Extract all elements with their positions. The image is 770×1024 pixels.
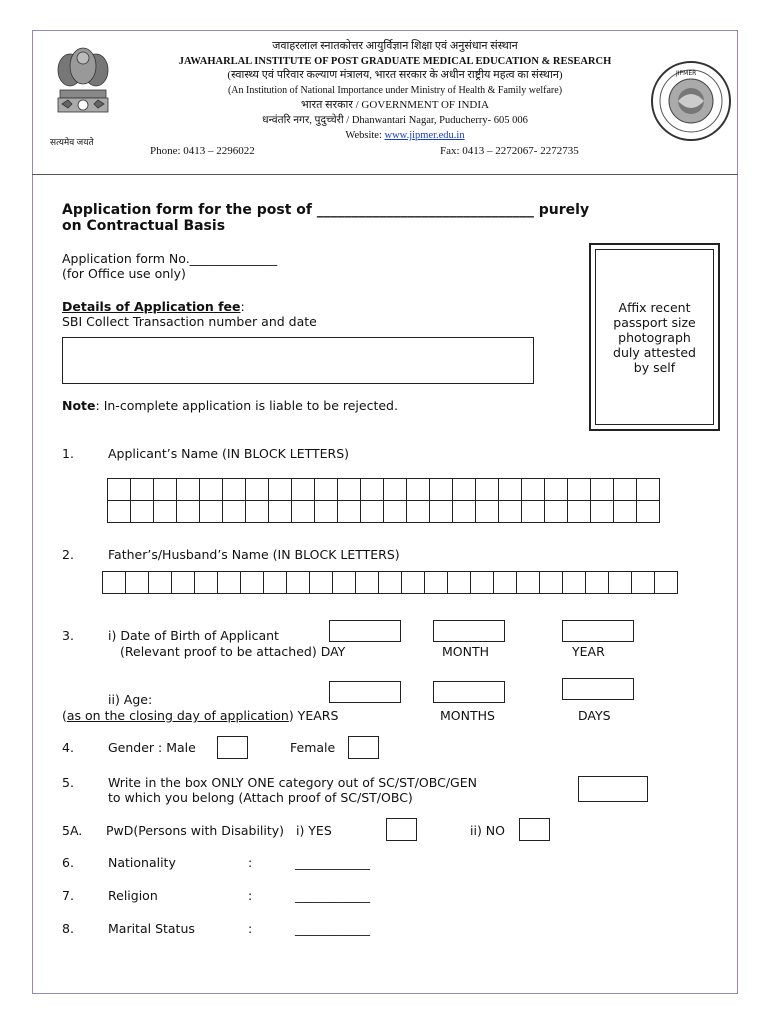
letter-cell[interactable] (470, 571, 494, 594)
q5a-label: PwD(Persons with Disability) i) YES (106, 823, 332, 838)
letter-cell[interactable] (245, 478, 269, 501)
letter-cell[interactable] (176, 478, 200, 501)
q3ii-years-label: ) YEARS (288, 708, 339, 723)
q6-label: Nationality (108, 855, 176, 870)
category-field[interactable] (578, 776, 648, 802)
dob-month-field[interactable] (433, 620, 505, 642)
fee-heading (62, 299, 245, 314)
q8-colon: : (248, 921, 253, 936)
pwd-no-label: ii) NO (470, 823, 505, 838)
government-line: भारत सरकार / GOVERNMENT OF INDIA (301, 99, 489, 111)
letter-cell[interactable] (452, 500, 476, 523)
q7-number: 7. (62, 888, 74, 903)
q8-label: Marital Status (108, 921, 195, 936)
letter-cell[interactable] (516, 571, 540, 594)
letter-cell[interactable] (360, 500, 384, 523)
letter-cell[interactable] (493, 571, 517, 594)
religion-field[interactable]: ____________ (295, 888, 370, 903)
letter-cell[interactable] (585, 571, 609, 594)
note-label: Note (62, 398, 96, 413)
letter-cell[interactable] (613, 500, 637, 523)
fee-heading-text: Details of Application fee (62, 299, 241, 314)
photo-line: Affix recent (618, 299, 691, 315)
letter-cell[interactable] (590, 500, 614, 523)
letter-cell[interactable] (222, 500, 246, 523)
age-days-label: DAYS (578, 708, 611, 723)
q3-number: 3. (62, 628, 74, 643)
note-line (62, 398, 398, 413)
q5-line1: Write in the box ONLY ONE category out of SC/ST/OBC/GEN (108, 775, 477, 790)
institute-name-hindi: जवाहरलाल स्नातकोत्तर आयुर्विज्ञान शिक्षा एवं अनुसंधान संस्थान (272, 40, 518, 52)
letter-row (102, 571, 677, 593)
fee-subheading: SBI Collect Transaction number and date (62, 314, 317, 329)
letter-cell[interactable] (222, 478, 246, 501)
q3ii-line2 (62, 708, 338, 723)
letter-cell[interactable] (337, 500, 361, 523)
ministry-hindi: (स्वास्थ्य एवं परिवार कल्याण मंत्रालय, भारत सरकार के अधीन राष्ट्रीय महत्व का संस्थान) (227, 69, 563, 81)
letter-cell[interactable] (107, 500, 131, 523)
q2-label: Father’s/Husband’s Name (IN BLOCK LETTERS) (108, 547, 400, 562)
form-title-line2: on Contractual Basis (62, 218, 226, 234)
address-line: धन्वंतरि नगर, पुदुच्चेरी / Dhanwantari Nagar, Puducherry- 605 006 (262, 115, 528, 126)
father-name-grid[interactable] (102, 571, 677, 593)
photo-line: duly attested (613, 344, 696, 360)
letter-cell[interactable] (291, 500, 315, 523)
q6-number: 6. (62, 855, 74, 870)
q1-number: 1. (62, 446, 74, 461)
transaction-field[interactable] (62, 337, 534, 384)
letter-cell[interactable] (475, 500, 499, 523)
letter-cell[interactable] (401, 571, 425, 594)
gender-female-label: Female (290, 740, 336, 755)
letter-cell[interactable] (309, 571, 333, 594)
office-use-note: (for Office use only) (62, 266, 186, 281)
applicant-name-grid[interactable] (107, 478, 659, 522)
q2-number: 2. (62, 547, 74, 562)
pwd-yes-box[interactable] (386, 818, 417, 841)
letter-cell[interactable] (613, 478, 637, 501)
letter-cell[interactable] (636, 478, 660, 501)
letter-cell[interactable] (314, 478, 338, 501)
letter-cell[interactable] (521, 478, 545, 501)
emblem-motto: सत्यमेव जयते (50, 137, 94, 147)
letter-row (107, 478, 659, 500)
photo-line: by self (633, 359, 676, 375)
letter-cell[interactable] (130, 478, 154, 501)
letter-cell[interactable] (424, 571, 448, 594)
letter-cell[interactable] (631, 571, 655, 594)
q7-colon: : (248, 888, 253, 903)
seal-text: JIPMER (676, 70, 697, 77)
letter-cell[interactable] (291, 478, 315, 501)
letter-cell[interactable] (263, 571, 287, 594)
letter-cell[interactable] (171, 571, 195, 594)
age-months-field[interactable] (433, 681, 505, 703)
letter-row (107, 500, 659, 522)
letter-cell[interactable] (429, 500, 453, 523)
q3ii-closing-day: as on the closing day of application (66, 708, 289, 723)
letter-cell[interactable] (562, 571, 586, 594)
fee-heading-colon: : (240, 299, 245, 314)
letter-cell[interactable] (406, 500, 430, 523)
letter-cell[interactable] (452, 478, 476, 501)
photo-instructions (595, 249, 714, 425)
dob-month-label: MONTH (442, 644, 490, 659)
header-divider (32, 174, 738, 175)
letter-cell[interactable] (268, 500, 292, 523)
age-years-field[interactable] (329, 681, 401, 703)
letter-cell[interactable] (590, 478, 614, 501)
letter-cell[interactable] (475, 478, 499, 501)
q4-number: 4. (62, 740, 74, 755)
letter-cell[interactable] (654, 571, 678, 594)
q5a-number: 5A. (62, 823, 83, 838)
gender-female-box[interactable] (348, 736, 379, 759)
gender-male-box[interactable] (217, 736, 248, 759)
photo-line: photograph (618, 329, 691, 345)
letter-cell[interactable] (355, 571, 379, 594)
q5-line2: to which you belong (Attach proof of SC/ST/OBC) (108, 790, 413, 805)
letter-cell[interactable] (102, 571, 126, 594)
letter-cell[interactable] (332, 571, 356, 594)
letter-cell[interactable] (544, 500, 568, 523)
form-title-line1: Application form for the post of _______________________________ purely (62, 202, 590, 218)
jipmer-seal-logo (650, 60, 732, 142)
photo-box[interactable] (589, 243, 720, 431)
website-label: Website: (345, 130, 385, 141)
letter-cell[interactable] (360, 478, 384, 501)
letter-cell[interactable] (107, 478, 131, 501)
letter-cell[interactable] (636, 500, 660, 523)
letter-cell[interactable] (286, 571, 310, 594)
letter-cell[interactable] (378, 571, 402, 594)
q8-number: 8. (62, 921, 74, 936)
ministry-english: (An Institution of National Importance under Ministry of Health & Family welfare) (227, 85, 563, 96)
website-link[interactable]: www.jipmer.edu.in (384, 130, 465, 141)
q3-line1: i) Date of Birth of Applicant (108, 628, 279, 643)
dob-year-field[interactable] (562, 620, 634, 642)
note-text: : In-complete application is liable to be rejected. (95, 398, 398, 413)
letter-cell[interactable] (245, 500, 269, 523)
age-days-field[interactable] (562, 678, 634, 700)
photo-line: passport size (613, 314, 696, 330)
age-months-label: MONTHS (440, 708, 495, 723)
letter-cell[interactable] (447, 571, 471, 594)
letter-cell[interactable] (194, 571, 218, 594)
letter-cell[interactable] (406, 478, 430, 501)
letter-cell[interactable] (153, 500, 177, 523)
pwd-no-box[interactable] (519, 818, 550, 841)
letter-cell[interactable] (383, 478, 407, 501)
dob-day-field[interactable] (329, 620, 401, 642)
letter-cell[interactable] (240, 571, 264, 594)
q7-label: Religion (108, 888, 158, 903)
letter-cell[interactable] (521, 500, 545, 523)
phone-number: Phone: 0413 – 2296022 (150, 145, 255, 157)
dob-year-label: YEAR (572, 644, 605, 659)
q1-label: Applicant’s Name (IN BLOCK LETTERS) (108, 446, 350, 461)
letter-cell[interactable] (498, 500, 522, 523)
letter-cell[interactable] (498, 478, 522, 501)
nationality-field[interactable]: ____________ (295, 855, 370, 870)
q4-label: Gender : Male (108, 740, 196, 755)
letter-cell[interactable] (567, 500, 591, 523)
letter-cell[interactable] (176, 500, 200, 523)
q6-colon: : (248, 855, 253, 870)
letter-cell[interactable] (314, 500, 338, 523)
letter-cell[interactable] (608, 571, 632, 594)
letter-cell[interactable] (153, 478, 177, 501)
letter-cell[interactable] (539, 571, 563, 594)
application-form-no: Application form No.______________ (62, 251, 278, 266)
letter-cell[interactable] (429, 478, 453, 501)
institute-name-english: JAWAHARLAL INSTITUTE OF POST GRADUATE MEDICAL EDUCATION & RESEARCH (178, 56, 612, 67)
q3ii-line1: ii) Age: (108, 692, 153, 707)
q3ii-prefix: ( (62, 708, 67, 723)
letter-cell[interactable] (217, 571, 241, 594)
fax-number: Fax: 0413 – 2272067- 2272735 (440, 145, 579, 157)
letter-cell[interactable] (199, 478, 223, 501)
letter-cell[interactable] (130, 500, 154, 523)
letter-cell[interactable] (383, 500, 407, 523)
letter-cell[interactable] (125, 571, 149, 594)
marital-status-field[interactable]: ____________ (295, 921, 370, 936)
letter-cell[interactable] (567, 478, 591, 501)
letter-cell[interactable] (199, 500, 223, 523)
q5-number: 5. (62, 775, 74, 790)
letter-cell[interactable] (544, 478, 568, 501)
q3-line2: (Relevant proof to be attached) DAY (120, 644, 346, 659)
letter-cell[interactable] (148, 571, 172, 594)
letter-cell[interactable] (337, 478, 361, 501)
letter-cell[interactable] (268, 478, 292, 501)
